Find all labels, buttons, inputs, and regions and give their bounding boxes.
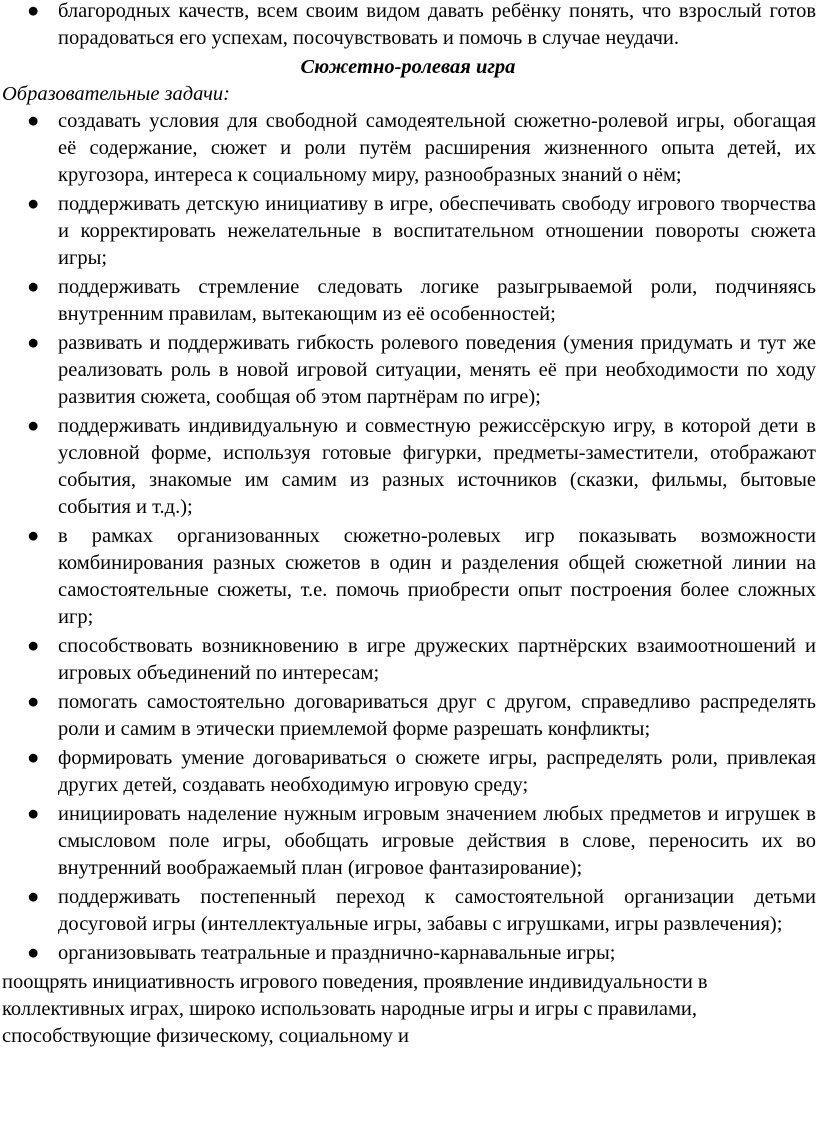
list-item [0,330,816,411]
bullet-icon: ● [27,0,40,22]
list-item-text: создавать условия для свободной самодеятельной сюжетно-ролевой игры, обогащая её содержание, сюжет и роли путём расширения жизненного опыта детей, их кругозора, интереса к социальному миру, разнообразных знаний о нём; [58,110,816,186]
list-item [0,413,816,521]
list-item-text: организовывать театральные и празднично-карнавальные игры; [58,942,616,964]
list-item [0,940,816,967]
list-item [0,884,816,938]
list-item-text: инициировать наделение нужным игровым значением любых предметов и игрушек в смысловом поле игры, обобщать игровые действия в слове, переносить их во внутренний воображаемый план (игровое фантазирование); [58,803,816,879]
bullet-icon: ● [27,525,40,547]
list-item-text: поддерживать постепенный переход к самостоятельной организации детьми досуговой игры (интеллектуальные игры, забавы с игрушками, игры развлечения); [58,886,816,935]
list-item [0,0,816,52]
bullet-icon: ● [27,886,40,908]
list-item-text: помогать самостоятельно договариваться друг с другом, справедливо распределять роли и самим в этически приемлемой форме разрешать конфликты; [58,691,816,740]
bullet-icon: ● [27,803,40,825]
intro-list [0,0,816,52]
list-item-text: благородных качеств, всем своим видом давать ребёнку понять, что взрослый готов порадоваться его успехам, посочувствовать и помочь в случае неудачи. [58,0,816,49]
list-item [0,191,816,272]
bullet-icon: ● [27,691,40,713]
section-title: Сюжетно-ролевая игра [300,56,516,78]
list-item [0,633,816,687]
bullet-icon: ● [27,193,40,215]
closing-paragraph: поощрять инициативность игрового поведения, проявление индивидуальности в коллективных играх, широко использовать народные игры и игры с правилами, способствующие физическому, социальному и [2,971,708,1047]
task-list [0,108,816,967]
bullet-icon: ● [27,942,40,964]
bullet-icon: ● [27,276,40,298]
list-item-text: в рамках организованных сюжетно-ролевых игр показывать возможности комбинирования разных сюжетов в один и разделения общей сюжетной линии на самостоятельные сюжеты, т.е. помочь приобрести опыт построения более сложных игр; [58,525,816,628]
bullet-icon: ● [27,635,40,657]
bullet-icon: ● [27,332,40,354]
list-item-text: поддерживать стремление следовать логике разыгрываемой роли, подчиняясь внутренним правилам, вытекающим из её особенностей; [58,276,816,325]
bullet-icon: ● [27,110,40,132]
list-item [0,274,816,328]
bullet-icon: ● [27,747,40,769]
list-item-text: формировать умение договариваться о сюжете игры, распределять роли, привлекая других детей, создавать необходимую игровую среду; [58,747,816,796]
list-item-text: поддерживать индивидуальную и совместную режиссёрскую игру, в которой дети в условной форме, используя готовые фигурки, предметы-заместители, отображают события, знакомые им самим из разных источников (сказки, фильмы, бытовые события и т.д.); [58,415,816,518]
tasks-heading: Образовательные задачи: [2,83,230,105]
list-item [0,108,816,189]
list-item [0,689,816,743]
list-item [0,523,816,631]
list-item-text: способствовать возникновению в игре дружеских партнёрских взаимоотношений и игровых объединений по интересам; [58,635,816,684]
list-item-text: развивать и поддерживать гибкость ролевого поведения (умения придумать и тут же реализовать роль в новой игровой ситуации, менять её при необходимости по ходу развития сюжета, сообщая об этом партнёрам по игре); [58,332,816,408]
list-item-text: поддерживать детскую инициативу в игре, обеспечивать свободу игрового творчества и корректировать нежелательные в воспитательном отношении повороты сюжета игры; [58,193,816,269]
list-item [0,801,816,882]
list-item [0,745,816,799]
bullet-icon: ● [27,415,40,437]
